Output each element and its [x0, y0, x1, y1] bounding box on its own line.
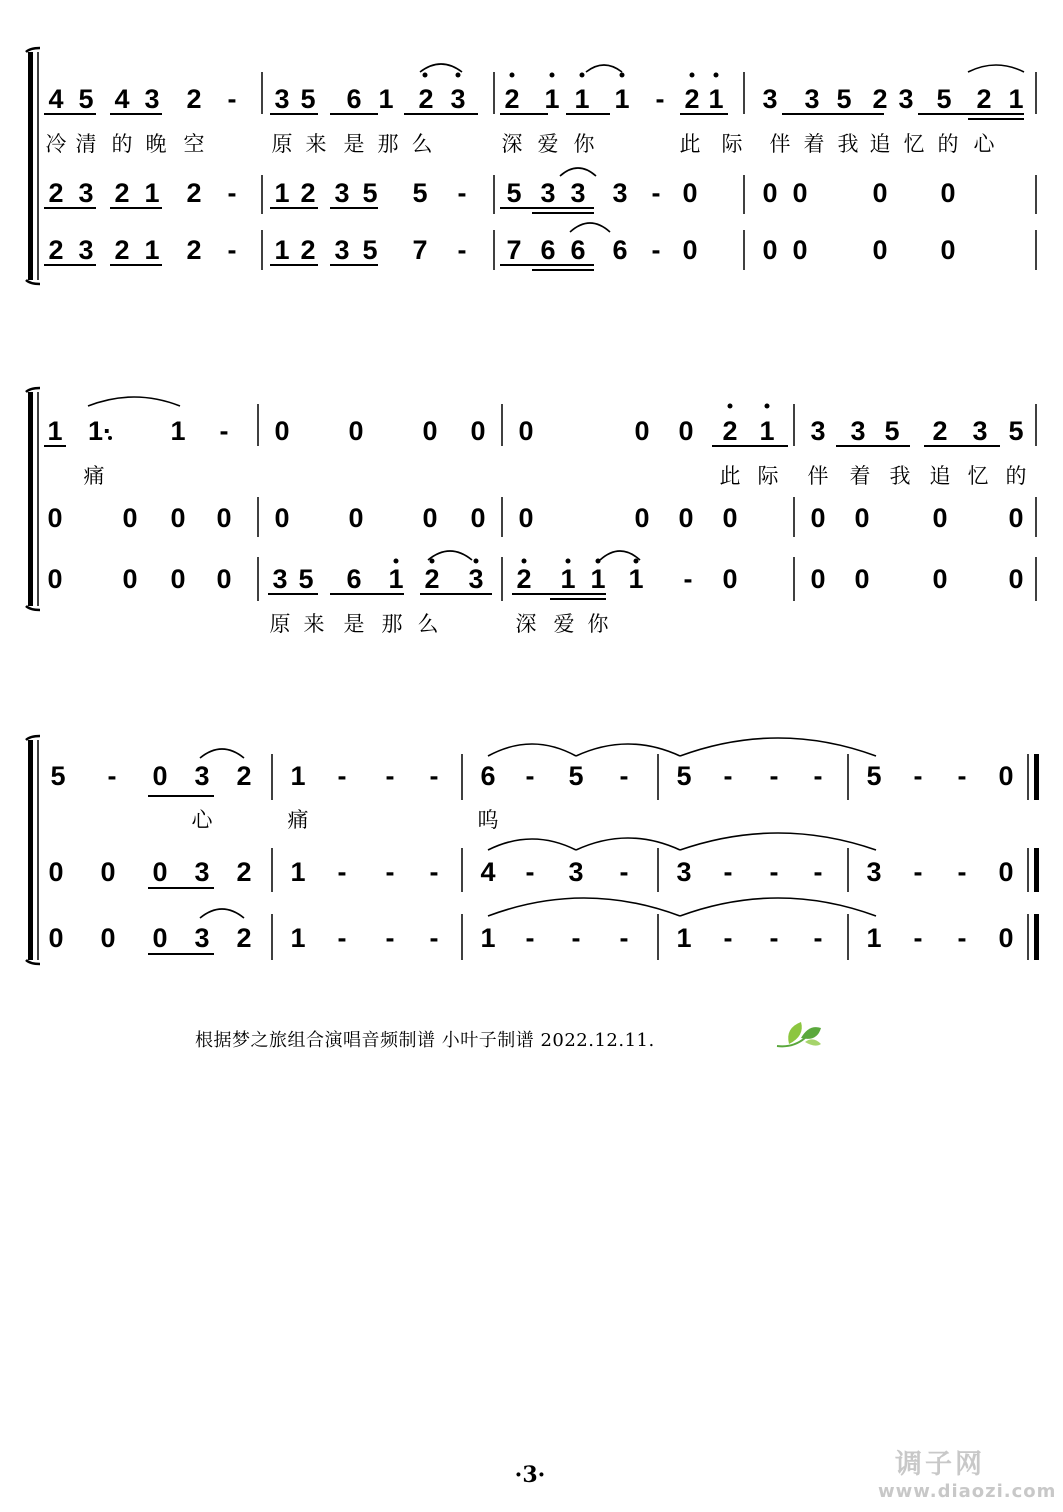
rest: 0	[722, 503, 738, 533]
note: 5	[936, 84, 952, 114]
note: 5	[300, 84, 316, 114]
rest: 0	[932, 503, 948, 533]
rest: 0	[998, 857, 1014, 887]
dash: -	[385, 761, 395, 791]
note: 1	[590, 564, 606, 594]
lyric: 那	[381, 612, 403, 636]
note: 5	[412, 178, 428, 208]
note: 1	[628, 564, 644, 594]
note: 3	[866, 857, 882, 887]
note: 1	[1008, 84, 1024, 114]
note: 2	[516, 564, 532, 594]
dash: -	[651, 178, 661, 208]
lyric: 原	[271, 132, 293, 156]
dash: -	[385, 923, 395, 953]
note: 1	[144, 235, 160, 265]
note: 1	[759, 416, 775, 446]
note: 1	[708, 84, 724, 114]
page-number: ·3·	[514, 1462, 546, 1488]
note: 5	[362, 235, 378, 265]
note: 3	[334, 235, 350, 265]
note: 5	[506, 178, 522, 208]
rest: 0	[682, 178, 698, 208]
dash: -	[429, 857, 439, 887]
note: 2	[872, 84, 888, 114]
lyric: 追	[869, 132, 891, 156]
rest: 0	[170, 503, 186, 533]
note: 1	[574, 84, 590, 114]
rest: 0	[216, 503, 232, 533]
rest: 0	[998, 923, 1014, 953]
dash: -	[769, 761, 779, 791]
lyric: 是	[343, 132, 365, 156]
note: 6	[612, 235, 628, 265]
note: 1	[170, 416, 186, 446]
lyric: 伴	[807, 464, 829, 488]
lyric: 你	[587, 612, 609, 636]
dash: -	[457, 235, 467, 265]
rest: 0	[810, 564, 826, 594]
rest: 0	[854, 503, 870, 533]
rest: 0	[170, 564, 186, 594]
note: 1	[866, 923, 882, 953]
lyric: 晚	[145, 132, 167, 156]
lyric: 此	[719, 464, 741, 488]
lyric: 痛	[83, 464, 105, 488]
lyric: 么	[411, 132, 433, 156]
note: 3	[194, 923, 210, 953]
rest: 0	[762, 178, 778, 208]
lyric: 伴	[769, 132, 791, 156]
lyric: 你	[573, 132, 595, 156]
note: 3	[810, 416, 826, 446]
dash: -	[723, 923, 733, 953]
dash: -	[619, 923, 629, 953]
note: 2	[684, 84, 700, 114]
note: 3	[676, 857, 692, 887]
lyric: 来	[305, 132, 327, 156]
dash: -	[769, 857, 779, 887]
dash: -	[107, 761, 117, 791]
note: 1	[480, 923, 496, 953]
watermark-url: www.diaozi.com	[878, 1481, 1057, 1502]
note: 3	[972, 416, 988, 446]
note: 3	[78, 235, 94, 265]
note: 1	[388, 564, 404, 594]
note: 2	[48, 235, 64, 265]
note: 5	[884, 416, 900, 446]
rest: 0	[48, 857, 64, 887]
rest: 0	[792, 178, 808, 208]
note: 3	[850, 416, 866, 446]
rest: 0	[810, 503, 826, 533]
note: 2	[236, 923, 252, 953]
dash: -	[769, 923, 779, 953]
rest: 0	[854, 564, 870, 594]
dash: -	[337, 857, 347, 887]
lyric: 忆	[967, 464, 989, 488]
note: 5	[1008, 416, 1024, 446]
rest: 0	[348, 503, 364, 533]
note: 3	[78, 178, 94, 208]
note: 3	[468, 564, 484, 594]
note: 5	[50, 761, 66, 791]
note: 3	[804, 84, 820, 114]
note: 2	[236, 761, 252, 791]
dash: -	[525, 761, 535, 791]
rest: 0	[152, 923, 168, 953]
note: 5	[298, 564, 314, 594]
lyric: 爱	[553, 612, 575, 636]
lyric: 此	[679, 132, 701, 156]
dash: -	[913, 857, 923, 887]
rest: 0	[47, 564, 63, 594]
note: 1	[290, 857, 306, 887]
note: 3	[274, 84, 290, 114]
note: 2	[300, 235, 316, 265]
note: 3	[612, 178, 628, 208]
lyric: 着	[849, 464, 871, 488]
note: 5	[78, 84, 94, 114]
note: 3	[570, 178, 586, 208]
rest: 0	[1008, 503, 1024, 533]
note: 1·	[88, 416, 113, 446]
rest: 0	[682, 235, 698, 265]
lyric: 呜	[477, 808, 499, 832]
watermark-brand: 调子网	[895, 1449, 985, 1480]
dash: -	[457, 178, 467, 208]
leaf-icon	[775, 1018, 823, 1054]
note: 3	[194, 761, 210, 791]
lyric: 空	[183, 132, 205, 156]
dash: -	[619, 857, 629, 887]
note: 5	[568, 761, 584, 791]
lyric: 深	[501, 132, 523, 156]
note: 1	[676, 923, 692, 953]
note: 2	[186, 84, 202, 114]
rest: 0	[678, 416, 694, 446]
rest: 0	[634, 416, 650, 446]
dash: -	[723, 761, 733, 791]
dash: -	[957, 923, 967, 953]
rest: 0	[348, 416, 364, 446]
note: 6	[570, 235, 586, 265]
lyric: 我	[837, 132, 859, 156]
note: 3	[568, 857, 584, 887]
rest: 0	[216, 564, 232, 594]
dash: -	[337, 761, 347, 791]
lyric: 原	[269, 612, 291, 636]
dash: -	[813, 857, 823, 887]
note: 7	[412, 235, 428, 265]
rest: 0	[122, 503, 138, 533]
dash: -	[429, 923, 439, 953]
lyric: 忆	[903, 132, 925, 156]
rest: 0	[152, 761, 168, 791]
rest: 0	[722, 564, 738, 594]
lyric: 际	[757, 464, 779, 488]
lyric: 痛	[287, 808, 309, 832]
note: 5	[866, 761, 882, 791]
note: 2	[504, 84, 520, 114]
dash: -	[571, 923, 581, 953]
note: 6	[540, 235, 556, 265]
rest: 0	[518, 503, 534, 533]
lyric: 心	[973, 132, 995, 156]
rest: 0	[872, 178, 888, 208]
note: 6	[346, 84, 362, 114]
dash: -	[651, 235, 661, 265]
dash: -	[723, 857, 733, 887]
note: 4	[48, 84, 64, 114]
note: 6	[346, 564, 362, 594]
note: 1	[544, 84, 560, 114]
rest: 0	[48, 923, 64, 953]
note: 3	[194, 857, 210, 887]
dash: -	[337, 923, 347, 953]
note: 2	[186, 178, 202, 208]
rest: 0	[422, 416, 438, 446]
note: 2	[300, 178, 316, 208]
note: 2	[114, 235, 130, 265]
lyric: 清	[75, 132, 97, 156]
note: 1	[274, 178, 290, 208]
note: 2	[186, 235, 202, 265]
lyric: 追	[929, 464, 951, 488]
dash: -	[525, 923, 535, 953]
rest: 0	[1008, 564, 1024, 594]
lyric: 来	[303, 612, 325, 636]
note: 1	[614, 84, 630, 114]
dash: -	[227, 84, 237, 114]
note: 3	[898, 84, 914, 114]
note: 3	[334, 178, 350, 208]
rest: 0	[152, 857, 168, 887]
rest: 0	[422, 503, 438, 533]
dash: -	[429, 761, 439, 791]
lyric: 深	[515, 612, 537, 636]
lyric: 际	[721, 132, 743, 156]
transcriber-credit: 根据梦之旅组合演唱音频制谱 小叶子制谱 2022.12.11.	[195, 1030, 655, 1051]
note: 3	[540, 178, 556, 208]
note: 3	[450, 84, 466, 114]
dash: -	[219, 416, 229, 446]
rest: 0	[100, 857, 116, 887]
rest: 0	[470, 503, 486, 533]
rest: 0	[100, 923, 116, 953]
rest: 0	[518, 416, 534, 446]
dash: -	[813, 761, 823, 791]
note: 2	[976, 84, 992, 114]
lyric: 的	[1005, 464, 1027, 488]
note: 2	[114, 178, 130, 208]
rest: 0	[274, 503, 290, 533]
dash: -	[385, 857, 395, 887]
lyric: 的	[111, 132, 133, 156]
lyric: 是	[343, 612, 365, 636]
rest: 0	[998, 761, 1014, 791]
dash: -	[957, 761, 967, 791]
dash: -	[227, 178, 237, 208]
note: 1	[47, 416, 63, 446]
note: 1	[144, 178, 160, 208]
lyric: 我	[889, 464, 911, 488]
rest: 0	[470, 416, 486, 446]
dash: -	[525, 857, 535, 887]
note: 7	[506, 235, 522, 265]
note: 2	[48, 178, 64, 208]
lyric: 的	[937, 132, 959, 156]
dash: -	[227, 235, 237, 265]
rest: 0	[762, 235, 778, 265]
dash: -	[619, 761, 629, 791]
rest: 0	[940, 235, 956, 265]
rest: 0	[932, 564, 948, 594]
dash: -	[655, 84, 665, 114]
rest: 0	[634, 503, 650, 533]
note: 1	[274, 235, 290, 265]
note: 1	[378, 84, 394, 114]
lyric: 心	[191, 808, 213, 832]
rest: 0	[872, 235, 888, 265]
lyric: 那	[377, 132, 399, 156]
rest: 0	[792, 235, 808, 265]
rest: 0	[47, 503, 63, 533]
note: 4	[480, 857, 496, 887]
dash: -	[813, 923, 823, 953]
dash: -	[683, 564, 693, 594]
note: 4	[114, 84, 130, 114]
rest: 0	[940, 178, 956, 208]
lyric: 冷	[45, 132, 67, 156]
note: 3	[272, 564, 288, 594]
note: 3	[762, 84, 778, 114]
note: 5	[836, 84, 852, 114]
rest: 0	[122, 564, 138, 594]
note: 6	[480, 761, 496, 791]
note: 2	[236, 857, 252, 887]
note: 5	[362, 178, 378, 208]
lyric: 爱	[537, 132, 559, 156]
note: 1	[290, 923, 306, 953]
dash: -	[957, 857, 967, 887]
note: 1	[560, 564, 576, 594]
rest: 0	[678, 503, 694, 533]
lyric: 着	[803, 132, 825, 156]
note: 2	[932, 416, 948, 446]
note: 5	[676, 761, 692, 791]
lyric: 么	[417, 612, 439, 636]
note: 2	[722, 416, 738, 446]
note: 2	[418, 84, 434, 114]
note: 1	[290, 761, 306, 791]
note: 3	[144, 84, 160, 114]
note: 2	[424, 564, 440, 594]
rest: 0	[274, 416, 290, 446]
dash: -	[913, 923, 923, 953]
dash: -	[913, 761, 923, 791]
